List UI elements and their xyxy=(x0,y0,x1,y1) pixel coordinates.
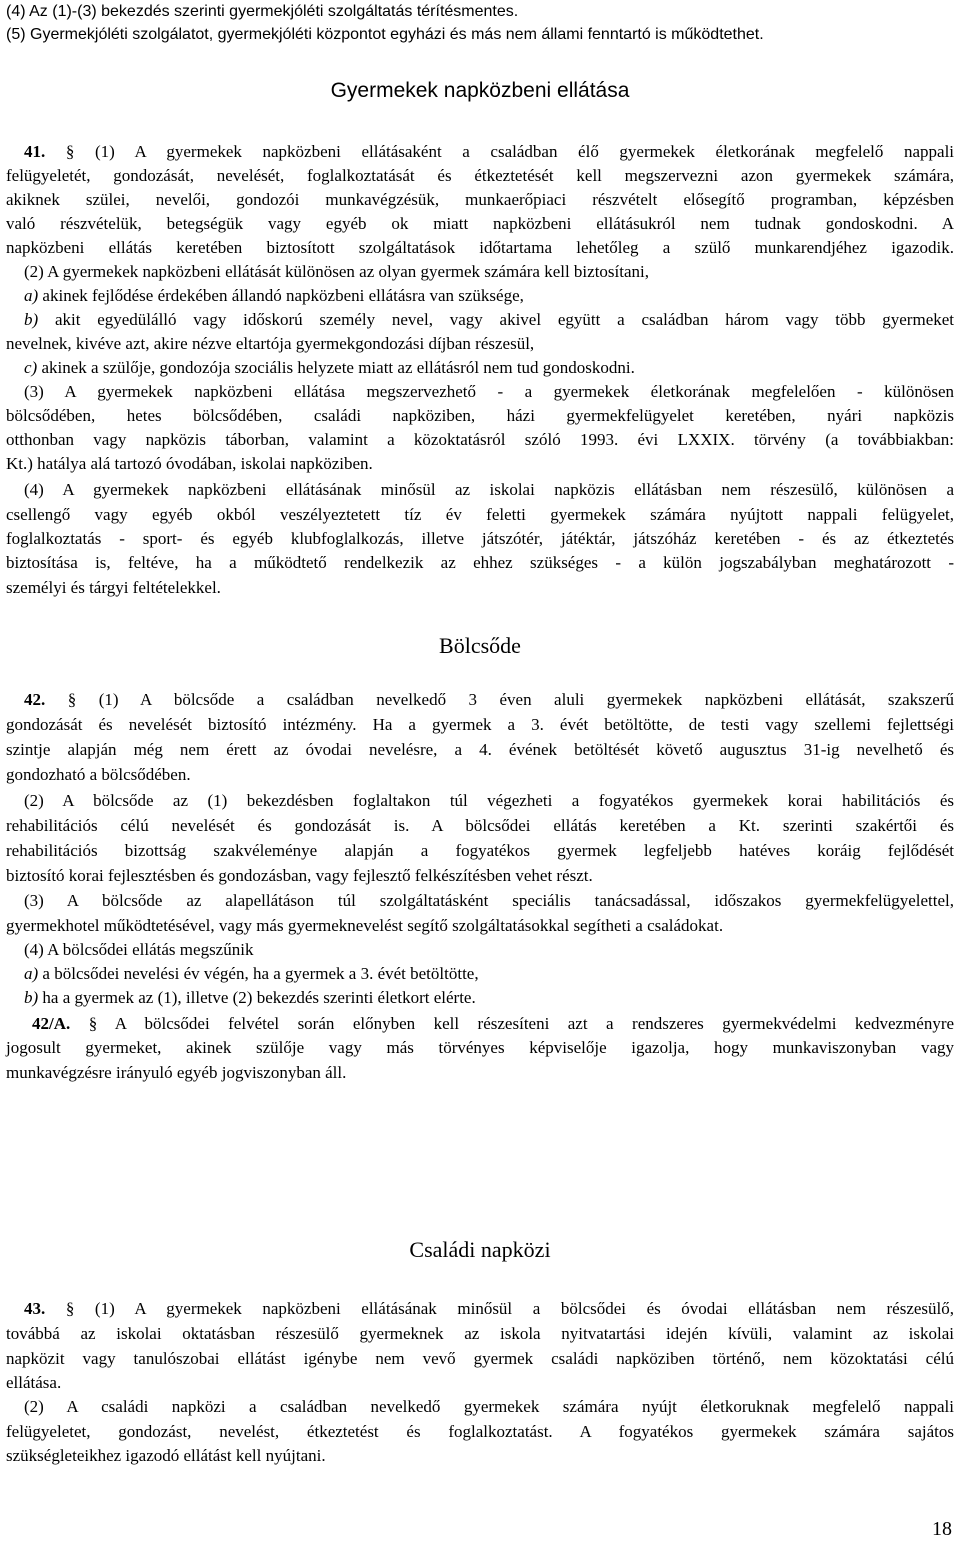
paragraph-text: A bölcsődei felvétel során előnyben kell részesíteni azt a rendszeres gyermekvédelmi kedvezményre xyxy=(114,1014,955,1033)
list-text: ha a gyermek az (1), illetve (2) bekezdés szerinti életkort elérte. xyxy=(42,988,476,1007)
list-item xyxy=(24,962,954,986)
paragraph-line: foglalkoztatás - sport- és egyéb klubfoglalkozás, illetve játszótér, játéktár, játszóház keretében - és az étkeztetés xyxy=(6,529,954,548)
paragraph-line: személyi és tárgyi feltételekkel. xyxy=(6,578,221,597)
paragraph-line: (4) Az (1)-(3) bekezdés szerinti gyermekjóléti szolgáltatás térítésmentes. xyxy=(6,3,519,20)
section-heading: Családi napközi xyxy=(409,1237,551,1262)
section-symbol: § xyxy=(65,142,75,161)
list-text: akinek fejlődése érdekében állandó napközbeni ellátásra van szüksége, xyxy=(42,286,524,305)
list-label: b) xyxy=(24,310,39,329)
list-text: akinek a szülője, gondozója szociális helyzete miatt az ellátásról nem tud gondoskodni. xyxy=(41,358,635,377)
list-item xyxy=(24,308,954,332)
paragraph-line: (2) A bölcsőde az (1) bekezdésben foglaltakon túl végezheti a fogyatékos gyermekek korai habilitációs és xyxy=(24,791,954,810)
paragraph-line: gondozását és nevelését biztosító intézmény. Ha a gyermek a 3. évét betöltötte, de testi vagy szellemi fejlettségi xyxy=(6,715,954,734)
list-label: b) xyxy=(24,988,39,1007)
paragraph-line: bölcsődében, hetes bölcsődében, családi napköziben, házi gyermekfelügyelet keretében, nyári napközis xyxy=(6,406,954,425)
list-item xyxy=(24,284,954,308)
section-number: 42/A. xyxy=(32,1014,71,1033)
section-number: 43. xyxy=(24,1299,46,1318)
paragraph-line: rehabilitációs célú nevelését és gondozását is. A bölcsődei ellátás keretében a Kt. szerinti szakértői és xyxy=(6,816,954,835)
paragraph-text: (1) A bölcsőde a családban nevelkedő 3 éven aluli gyermekek napközbeni ellátását, szakszerű xyxy=(98,690,955,709)
list-label: c) xyxy=(24,358,38,377)
list-item xyxy=(24,356,954,380)
section-symbol: § xyxy=(67,690,77,709)
paragraph-line xyxy=(24,688,954,712)
paragraph-line: való részvételük, betegségük vagy egyéb ok miatt napközbeni ellátásukról nem tudnak gondoskodni. A xyxy=(6,214,954,233)
paragraph-line: Kt.) hatálya alá tartozó óvodában, iskolai napköziben. xyxy=(6,454,373,473)
paragraph-line: nevelnek, kivéve azt, akire nézve eltartója gyermekgondozási díjban részesül, xyxy=(6,334,535,353)
section-number: 42. xyxy=(24,690,46,709)
paragraph-line: munkavégzésre irányuló egyéb jogviszonyban áll. xyxy=(6,1063,347,1082)
section-symbol: § xyxy=(88,1014,98,1033)
paragraph-line: szintje alapján még nem érett az óvodai nevelésre, a 4. évének betöltését követő augusztus 31-ig nevelhető és xyxy=(6,740,954,759)
paragraph-line xyxy=(24,140,954,164)
paragraph-line: szükségleteikhez igazodó ellátást kell nyújtani. xyxy=(6,1446,326,1465)
paragraph-line: (3) A gyermekek napközbeni ellátása megszervezhető - a gyermekek életkorának megfelelően - különösen xyxy=(24,382,954,401)
section-number: 41. xyxy=(24,142,46,161)
paragraph-line: jogosult gyermeket, akinek szülője vagy más törvényes képviselője igazolja, hogy munkaviszonyban vagy xyxy=(6,1038,954,1057)
list-text: akit egyedülálló vagy időskorú személy nevel, vagy akivel együtt a családban három vagy több gyermeket xyxy=(54,310,955,329)
paragraph-line: csellengő vagy egyéb okból veszélyeztetett tíz év feletti gyermekek számára nyújtott nappali felügyelet, xyxy=(6,505,954,524)
section-heading: Gyermekek napközbeni ellátása xyxy=(330,79,630,102)
list-label: a) xyxy=(24,964,39,983)
paragraph-line: (2) A családi napközi a családban nevelkedő gyermekek számára nyújt életkoruknak megfelelő nappali xyxy=(24,1397,954,1416)
paragraph-line xyxy=(32,1012,954,1036)
paragraph-line: biztosító korai fejlesztésben és gondozásban, vagy fejlesztő felkészítésben vehet részt. xyxy=(6,866,593,885)
section-heading: Bölcsőde xyxy=(439,633,521,658)
list-label: a) xyxy=(24,286,39,305)
paragraph-line: (4) A gyermekek napközbeni ellátásának minősül az iskolai napközis ellátásban nem részesülő, különösen a xyxy=(24,480,954,499)
paragraph-line: gondozható a bölcsődében. xyxy=(6,765,191,784)
paragraph-line: továbbá az iskolai oktatásban részesülő gyermeknek az iskola nyitvatartási idején kívüli, valamint az iskolai xyxy=(6,1324,954,1343)
paragraph-line: gyermekhotel működtetésével, vagy más gyermeknevelést segítő szolgáltatásokkal segítheti a családokat. xyxy=(6,916,724,935)
paragraph-line: biztosítása is, feltéve, ha a működtető rendelkezik az ehhez szükséges - a külön jogszabályban meghatározott - xyxy=(6,553,954,572)
paragraph-line xyxy=(24,1297,954,1321)
paragraph-line: napközbeni ellátás keretében biztosított szolgáltatások időtartama lehetőleg a szülő munkarendjéhez igazodik. xyxy=(6,238,954,257)
page-number: 18 xyxy=(932,1518,952,1540)
paragraph-line: napközit vagy tanulószobai ellátást igénybe nem vevő gyermek családi napköziben történő, nem közoktatási célú xyxy=(6,1349,954,1368)
paragraph-line: ellátása. xyxy=(6,1373,62,1392)
paragraph-line: (2) A gyermekek napközbeni ellátását különösen az olyan gyermek számára kell biztosítani, xyxy=(24,262,650,281)
paragraph-line: felügyeletét, gondozását, nevelését, foglalkoztatását és étkeztetését kell megszervezni azon gyermekek számára, xyxy=(6,166,954,185)
paragraph-line: (3) A bölcsőde az alapellátáson túl szolgáltatásként speciális tanácsadással, időszakos gyermekfelügyelettel, xyxy=(24,891,954,910)
paragraph-text: (1) A gyermekek napközbeni ellátásaként a családban élő gyermekek életkorának megfelelő nappali xyxy=(94,142,955,161)
paragraph-line: akiknek szülei, nevelői, gondozói munkavégzésük, munkaerőpiaci részvételt elősegítő programban, képzésben xyxy=(6,190,954,209)
list-text: a bölcsődei nevelési év végén, ha a gyermek a 3. évét betöltötte, xyxy=(42,964,479,983)
list-item xyxy=(24,986,954,1010)
paragraph-line: (5) Gyermekjóléti szolgálatot, gyermekjóléti központot egyházi és más nem állami fenntartó is működtethet. xyxy=(6,26,764,43)
paragraph-line: rehabilitációs bizottság szakvéleménye alapján a fogyatékos gyermek legfeljebb hatéves koráig fejlődését xyxy=(6,841,954,860)
paragraph-line: (4) A bölcsődei ellátás megszűnik xyxy=(24,940,254,959)
paragraph-text: (1) A gyermekek napközbeni ellátásának minősül a bölcsődei és óvodai ellátásban nem részesülő, xyxy=(94,1299,955,1318)
paragraph-line: otthonban vagy napközis táborban, valamint a közoktatásról szóló 1993. évi LXXIX. törvény (a továbbiakban: xyxy=(6,430,954,449)
paragraph-line: felügyeletet, gondozást, nevelést, étkeztetést és foglalkoztatást. A fogyatékos gyermekek számára sajátos xyxy=(6,1422,954,1441)
section-symbol: § xyxy=(65,1299,75,1318)
